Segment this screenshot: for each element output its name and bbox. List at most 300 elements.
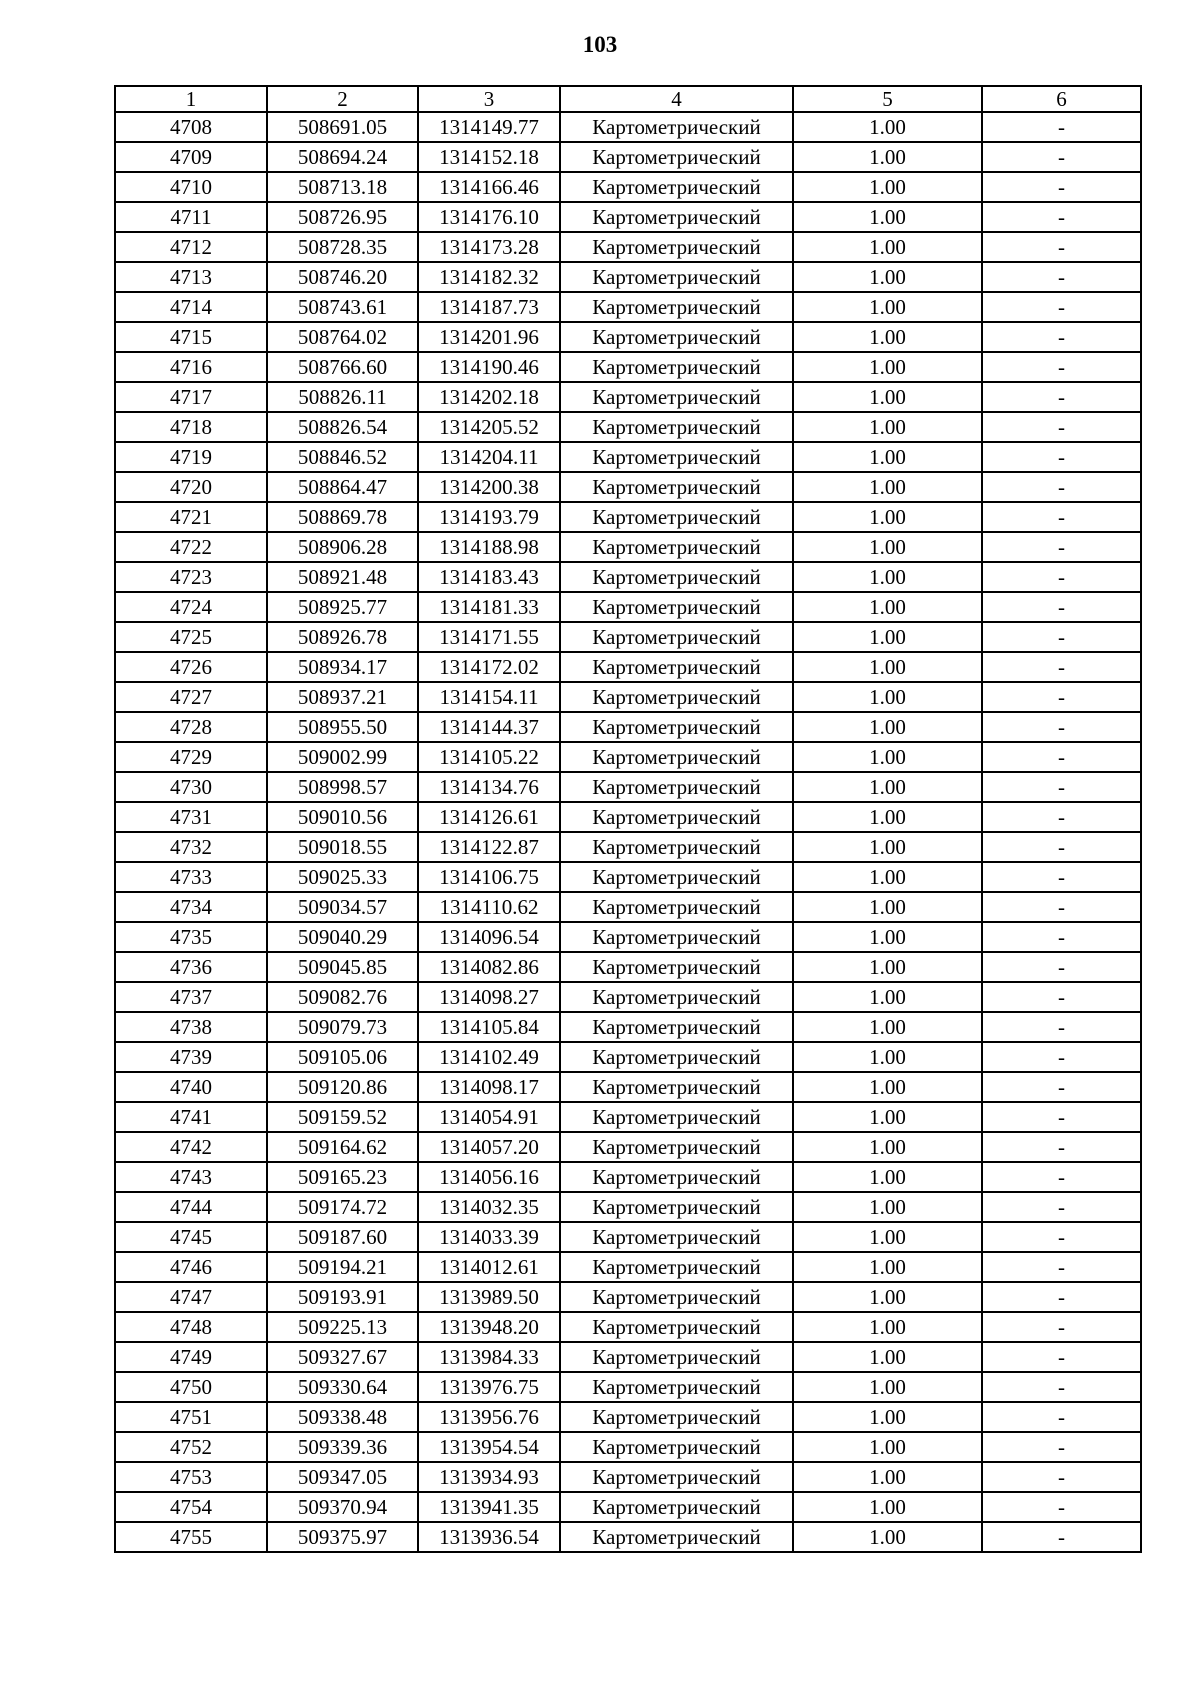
note-cell: - — [982, 622, 1141, 652]
note-cell: - — [982, 202, 1141, 232]
table-row — [115, 1282, 1141, 1312]
method-cell: Картометрический — [560, 1102, 793, 1132]
note-cell: - — [982, 1102, 1141, 1132]
accuracy-cell: 1.00 — [793, 652, 982, 682]
point-number-cell: 4708 — [115, 112, 267, 142]
point-number-cell: 4715 — [115, 322, 267, 352]
x-coordinate-cell: 508921.48 — [267, 562, 418, 592]
x-coordinate-cell: 508766.60 — [267, 352, 418, 382]
x-coordinate-cell: 509225.13 — [267, 1312, 418, 1342]
point-number-cell: 4742 — [115, 1132, 267, 1162]
x-coordinate-cell: 508864.47 — [267, 472, 418, 502]
point-number-cell: 4737 — [115, 982, 267, 1012]
x-coordinate-cell: 508713.18 — [267, 172, 418, 202]
y-coordinate-cell: 1314188.98 — [418, 532, 560, 562]
note-cell: - — [982, 232, 1141, 262]
note-cell: - — [982, 1402, 1141, 1432]
note-cell: - — [982, 1222, 1141, 1252]
accuracy-cell: 1.00 — [793, 292, 982, 322]
table-row — [115, 352, 1141, 382]
accuracy-cell: 1.00 — [793, 142, 982, 172]
note-cell: - — [982, 382, 1141, 412]
method-cell: Картометрический — [560, 952, 793, 982]
table-row — [115, 742, 1141, 772]
method-cell: Картометрический — [560, 652, 793, 682]
note-cell: - — [982, 1162, 1141, 1192]
note-cell: - — [982, 1462, 1141, 1492]
y-coordinate-cell: 1314096.54 — [418, 922, 560, 952]
table-row — [115, 442, 1141, 472]
table-row — [115, 172, 1141, 202]
table-header — [115, 86, 1141, 112]
accuracy-cell: 1.00 — [793, 172, 982, 202]
accuracy-cell: 1.00 — [793, 472, 982, 502]
x-coordinate-cell: 508726.95 — [267, 202, 418, 232]
method-cell: Картометрический — [560, 862, 793, 892]
note-cell: - — [982, 1072, 1141, 1102]
table-row — [115, 1402, 1141, 1432]
note-cell: - — [982, 262, 1141, 292]
column-header-3: 3 — [418, 86, 560, 112]
accuracy-cell: 1.00 — [793, 682, 982, 712]
x-coordinate-cell: 509040.29 — [267, 922, 418, 952]
point-number-cell: 4723 — [115, 562, 267, 592]
point-number-cell: 4736 — [115, 952, 267, 982]
table-row — [115, 802, 1141, 832]
accuracy-cell: 1.00 — [793, 1342, 982, 1372]
accuracy-cell: 1.00 — [793, 1192, 982, 1222]
method-cell: Картометрический — [560, 1162, 793, 1192]
table-row — [115, 1462, 1141, 1492]
note-cell: - — [982, 112, 1141, 142]
method-cell: Картометрический — [560, 1252, 793, 1282]
y-coordinate-cell: 1313948.20 — [418, 1312, 560, 1342]
accuracy-cell: 1.00 — [793, 1432, 982, 1462]
table-row — [115, 232, 1141, 262]
table-row — [115, 1372, 1141, 1402]
accuracy-cell: 1.00 — [793, 1282, 982, 1312]
method-cell: Картометрический — [560, 1462, 793, 1492]
x-coordinate-cell: 509082.76 — [267, 982, 418, 1012]
point-number-cell: 4743 — [115, 1162, 267, 1192]
note-cell: - — [982, 1492, 1141, 1522]
accuracy-cell: 1.00 — [793, 772, 982, 802]
y-coordinate-cell: 1314152.18 — [418, 142, 560, 172]
method-cell: Картометрический — [560, 322, 793, 352]
y-coordinate-cell: 1313984.33 — [418, 1342, 560, 1372]
x-coordinate-cell: 509330.64 — [267, 1372, 418, 1402]
x-coordinate-cell: 509002.99 — [267, 742, 418, 772]
table-body — [115, 112, 1141, 1552]
x-coordinate-cell: 509159.52 — [267, 1102, 418, 1132]
accuracy-cell: 1.00 — [793, 952, 982, 982]
method-cell: Картометрический — [560, 832, 793, 862]
accuracy-cell: 1.00 — [793, 622, 982, 652]
y-coordinate-cell: 1313941.35 — [418, 1492, 560, 1522]
point-number-cell: 4747 — [115, 1282, 267, 1312]
table-row — [115, 1252, 1141, 1282]
accuracy-cell: 1.00 — [793, 1222, 982, 1252]
method-cell: Картометрический — [560, 532, 793, 562]
point-number-cell: 4717 — [115, 382, 267, 412]
method-cell: Картометрический — [560, 712, 793, 742]
method-cell: Картометрический — [560, 892, 793, 922]
x-coordinate-cell: 509187.60 — [267, 1222, 418, 1252]
x-coordinate-cell: 508955.50 — [267, 712, 418, 742]
x-coordinate-cell: 509045.85 — [267, 952, 418, 982]
table-row — [115, 952, 1141, 982]
accuracy-cell: 1.00 — [793, 922, 982, 952]
x-coordinate-cell: 509194.21 — [267, 1252, 418, 1282]
y-coordinate-cell: 1314057.20 — [418, 1132, 560, 1162]
x-coordinate-cell: 509370.94 — [267, 1492, 418, 1522]
method-cell: Картометрический — [560, 1432, 793, 1462]
x-coordinate-cell: 509164.62 — [267, 1132, 418, 1162]
table-row — [115, 652, 1141, 682]
y-coordinate-cell: 1314181.33 — [418, 592, 560, 622]
y-coordinate-cell: 1313989.50 — [418, 1282, 560, 1312]
method-cell: Картометрический — [560, 352, 793, 382]
x-coordinate-cell: 508869.78 — [267, 502, 418, 532]
note-cell: - — [982, 1192, 1141, 1222]
x-coordinate-cell: 509165.23 — [267, 1162, 418, 1192]
method-cell: Картометрический — [560, 1012, 793, 1042]
note-cell: - — [982, 1282, 1141, 1312]
x-coordinate-cell: 509079.73 — [267, 1012, 418, 1042]
accuracy-cell: 1.00 — [793, 1522, 982, 1552]
point-number-cell: 4749 — [115, 1342, 267, 1372]
x-coordinate-cell: 508764.02 — [267, 322, 418, 352]
method-cell: Картометрический — [560, 982, 793, 1012]
x-coordinate-cell: 509120.86 — [267, 1072, 418, 1102]
y-coordinate-cell: 1314012.61 — [418, 1252, 560, 1282]
x-coordinate-cell: 509193.91 — [267, 1282, 418, 1312]
point-number-cell: 4751 — [115, 1402, 267, 1432]
note-cell: - — [982, 562, 1141, 592]
point-number-cell: 4741 — [115, 1102, 267, 1132]
point-number-cell: 4720 — [115, 472, 267, 502]
coordinates-table — [114, 85, 1142, 1553]
x-coordinate-cell: 508906.28 — [267, 532, 418, 562]
method-cell: Картометрический — [560, 202, 793, 232]
method-cell: Картометрический — [560, 1312, 793, 1342]
table-row — [115, 292, 1141, 322]
x-coordinate-cell: 509018.55 — [267, 832, 418, 862]
note-cell: - — [982, 892, 1141, 922]
note-cell: - — [982, 502, 1141, 532]
note-cell: - — [982, 1252, 1141, 1282]
y-coordinate-cell: 1314149.77 — [418, 112, 560, 142]
y-coordinate-cell: 1314154.11 — [418, 682, 560, 712]
y-coordinate-cell: 1314105.22 — [418, 742, 560, 772]
y-coordinate-cell: 1314110.62 — [418, 892, 560, 922]
point-number-cell: 4731 — [115, 802, 267, 832]
point-number-cell: 4739 — [115, 1042, 267, 1072]
method-cell: Картометрический — [560, 1042, 793, 1072]
accuracy-cell: 1.00 — [793, 1312, 982, 1342]
table-row — [115, 472, 1141, 502]
table-row — [115, 112, 1141, 142]
column-header-2: 2 — [267, 86, 418, 112]
y-coordinate-cell: 1314144.37 — [418, 712, 560, 742]
point-number-cell: 4730 — [115, 772, 267, 802]
method-cell: Картометрический — [560, 1222, 793, 1252]
table-row — [115, 202, 1141, 232]
table-row — [115, 922, 1141, 952]
point-number-cell: 4745 — [115, 1222, 267, 1252]
method-cell: Картометрический — [560, 772, 793, 802]
table-row — [115, 1102, 1141, 1132]
note-cell: - — [982, 142, 1141, 172]
accuracy-cell: 1.00 — [793, 202, 982, 232]
accuracy-cell: 1.00 — [793, 112, 982, 142]
note-cell: - — [982, 682, 1141, 712]
note-cell: - — [982, 712, 1141, 742]
y-coordinate-cell: 1314187.73 — [418, 292, 560, 322]
accuracy-cell: 1.00 — [793, 562, 982, 592]
method-cell: Картометрический — [560, 622, 793, 652]
method-cell: Картометрический — [560, 682, 793, 712]
method-cell: Картометрический — [560, 1132, 793, 1162]
accuracy-cell: 1.00 — [793, 352, 982, 382]
point-number-cell: 4735 — [115, 922, 267, 952]
point-number-cell: 4719 — [115, 442, 267, 472]
x-coordinate-cell: 509338.48 — [267, 1402, 418, 1432]
y-coordinate-cell: 1314204.11 — [418, 442, 560, 472]
table-row — [115, 1132, 1141, 1162]
accuracy-cell: 1.00 — [793, 1162, 982, 1192]
method-cell: Картометрический — [560, 742, 793, 772]
note-cell: - — [982, 742, 1141, 772]
accuracy-cell: 1.00 — [793, 262, 982, 292]
method-cell: Картометрический — [560, 142, 793, 172]
table-row — [115, 1522, 1141, 1552]
point-number-cell: 4755 — [115, 1522, 267, 1552]
accuracy-cell: 1.00 — [793, 442, 982, 472]
note-cell: - — [982, 1012, 1141, 1042]
y-coordinate-cell: 1314166.46 — [418, 172, 560, 202]
note-cell: - — [982, 772, 1141, 802]
accuracy-cell: 1.00 — [793, 592, 982, 622]
y-coordinate-cell: 1314054.91 — [418, 1102, 560, 1132]
y-coordinate-cell: 1313936.54 — [418, 1522, 560, 1552]
point-number-cell: 4712 — [115, 232, 267, 262]
point-number-cell: 4709 — [115, 142, 267, 172]
y-coordinate-cell: 1314032.35 — [418, 1192, 560, 1222]
method-cell: Картометрический — [560, 922, 793, 952]
note-cell: - — [982, 952, 1141, 982]
point-number-cell: 4734 — [115, 892, 267, 922]
x-coordinate-cell: 509339.36 — [267, 1432, 418, 1462]
y-coordinate-cell: 1314202.18 — [418, 382, 560, 412]
x-coordinate-cell: 508728.35 — [267, 232, 418, 262]
x-coordinate-cell: 508925.77 — [267, 592, 418, 622]
method-cell: Картометрический — [560, 502, 793, 532]
accuracy-cell: 1.00 — [793, 1042, 982, 1072]
page-number: 103 — [582, 32, 618, 57]
table-row — [115, 562, 1141, 592]
accuracy-cell: 1.00 — [793, 1072, 982, 1102]
note-cell: - — [982, 442, 1141, 472]
table-row — [115, 1042, 1141, 1072]
x-coordinate-cell: 509010.56 — [267, 802, 418, 832]
accuracy-cell: 1.00 — [793, 232, 982, 262]
method-cell: Картометрический — [560, 472, 793, 502]
y-coordinate-cell: 1314056.16 — [418, 1162, 560, 1192]
table-row — [115, 382, 1141, 412]
y-coordinate-cell: 1314173.28 — [418, 232, 560, 262]
method-cell: Картометрический — [560, 1192, 793, 1222]
accuracy-cell: 1.00 — [793, 1462, 982, 1492]
point-number-cell: 4744 — [115, 1192, 267, 1222]
method-cell: Картометрический — [560, 442, 793, 472]
note-cell: - — [982, 862, 1141, 892]
x-coordinate-cell: 508746.20 — [267, 262, 418, 292]
table-row — [115, 262, 1141, 292]
point-number-cell: 4726 — [115, 652, 267, 682]
method-cell: Картометрический — [560, 1492, 793, 1522]
table-row — [115, 1312, 1141, 1342]
y-coordinate-cell: 1314176.10 — [418, 202, 560, 232]
accuracy-cell: 1.00 — [793, 982, 982, 1012]
note-cell: - — [982, 1312, 1141, 1342]
x-coordinate-cell: 508934.17 — [267, 652, 418, 682]
x-coordinate-cell: 509105.06 — [267, 1042, 418, 1072]
x-coordinate-cell: 509327.67 — [267, 1342, 418, 1372]
table-row — [115, 142, 1141, 172]
point-number-cell: 4733 — [115, 862, 267, 892]
note-cell: - — [982, 1342, 1141, 1372]
x-coordinate-cell: 508743.61 — [267, 292, 418, 322]
note-cell: - — [982, 412, 1141, 442]
accuracy-cell: 1.00 — [793, 1252, 982, 1282]
note-cell: - — [982, 172, 1141, 202]
table-row — [115, 592, 1141, 622]
note-cell: - — [982, 1372, 1141, 1402]
y-coordinate-cell: 1314105.84 — [418, 1012, 560, 1042]
table-row — [115, 862, 1141, 892]
method-cell: Картометрический — [560, 1402, 793, 1432]
method-cell: Картометрический — [560, 1372, 793, 1402]
point-number-cell: 4721 — [115, 502, 267, 532]
y-coordinate-cell: 1314171.55 — [418, 622, 560, 652]
accuracy-cell: 1.00 — [793, 1402, 982, 1432]
note-cell: - — [982, 1132, 1141, 1162]
note-cell: - — [982, 1042, 1141, 1072]
point-number-cell: 4752 — [115, 1432, 267, 1462]
y-coordinate-cell: 1314102.49 — [418, 1042, 560, 1072]
point-number-cell: 4727 — [115, 682, 267, 712]
table-row — [115, 1492, 1141, 1522]
method-cell: Картометрический — [560, 1072, 793, 1102]
note-cell: - — [982, 592, 1141, 622]
point-number-cell: 4748 — [115, 1312, 267, 1342]
y-coordinate-cell: 1314098.17 — [418, 1072, 560, 1102]
method-cell: Картометрический — [560, 592, 793, 622]
table-row — [115, 1192, 1141, 1222]
accuracy-cell: 1.00 — [793, 802, 982, 832]
y-coordinate-cell: 1314098.27 — [418, 982, 560, 1012]
table-row — [115, 1432, 1141, 1462]
point-number-cell: 4729 — [115, 742, 267, 772]
y-coordinate-cell: 1314126.61 — [418, 802, 560, 832]
table-row — [115, 982, 1141, 1012]
y-coordinate-cell: 1314182.32 — [418, 262, 560, 292]
x-coordinate-cell: 508691.05 — [267, 112, 418, 142]
x-coordinate-cell: 508998.57 — [267, 772, 418, 802]
accuracy-cell: 1.00 — [793, 1012, 982, 1042]
note-cell: - — [982, 1522, 1141, 1552]
method-cell: Картометрический — [560, 1522, 793, 1552]
point-number-cell: 4746 — [115, 1252, 267, 1282]
table-row — [115, 322, 1141, 352]
point-number-cell: 4750 — [115, 1372, 267, 1402]
point-number-cell: 4714 — [115, 292, 267, 322]
table-row — [115, 712, 1141, 742]
x-coordinate-cell: 509375.97 — [267, 1522, 418, 1552]
y-coordinate-cell: 1314106.75 — [418, 862, 560, 892]
accuracy-cell: 1.00 — [793, 382, 982, 412]
y-coordinate-cell: 1313934.93 — [418, 1462, 560, 1492]
y-coordinate-cell: 1314201.96 — [418, 322, 560, 352]
column-header-5: 5 — [793, 86, 982, 112]
method-cell: Картометрический — [560, 562, 793, 592]
table-row — [115, 1072, 1141, 1102]
note-cell: - — [982, 292, 1141, 322]
point-number-cell: 4722 — [115, 532, 267, 562]
column-header-6: 6 — [982, 86, 1141, 112]
table-row — [115, 1342, 1141, 1372]
accuracy-cell: 1.00 — [793, 742, 982, 772]
x-coordinate-cell: 509034.57 — [267, 892, 418, 922]
y-coordinate-cell: 1313956.76 — [418, 1402, 560, 1432]
point-number-cell: 4711 — [115, 202, 267, 232]
method-cell: Картометрический — [560, 262, 793, 292]
accuracy-cell: 1.00 — [793, 892, 982, 922]
accuracy-cell: 1.00 — [793, 322, 982, 352]
method-cell: Картометрический — [560, 292, 793, 322]
accuracy-cell: 1.00 — [793, 412, 982, 442]
note-cell: - — [982, 652, 1141, 682]
point-number-cell: 4716 — [115, 352, 267, 382]
table-row — [115, 502, 1141, 532]
column-header-4: 4 — [560, 86, 793, 112]
y-coordinate-cell: 1314190.46 — [418, 352, 560, 382]
method-cell: Картометрический — [560, 802, 793, 832]
table-row — [115, 412, 1141, 442]
accuracy-cell: 1.00 — [793, 1132, 982, 1162]
y-coordinate-cell: 1314122.87 — [418, 832, 560, 862]
accuracy-cell: 1.00 — [793, 1102, 982, 1132]
y-coordinate-cell: 1313954.54 — [418, 1432, 560, 1462]
x-coordinate-cell: 509347.05 — [267, 1462, 418, 1492]
x-coordinate-cell: 508694.24 — [267, 142, 418, 172]
note-cell: - — [982, 982, 1141, 1012]
note-cell: - — [982, 802, 1141, 832]
method-cell: Картометрический — [560, 382, 793, 412]
column-header-1: 1 — [115, 86, 267, 112]
note-cell: - — [982, 532, 1141, 562]
point-number-cell: 4738 — [115, 1012, 267, 1042]
accuracy-cell: 1.00 — [793, 832, 982, 862]
note-cell: - — [982, 922, 1141, 952]
table-row — [115, 532, 1141, 562]
point-number-cell: 4713 — [115, 262, 267, 292]
point-number-cell: 4754 — [115, 1492, 267, 1522]
method-cell: Картометрический — [560, 1342, 793, 1372]
y-coordinate-cell: 1313976.75 — [418, 1372, 560, 1402]
table-row — [115, 1222, 1141, 1252]
